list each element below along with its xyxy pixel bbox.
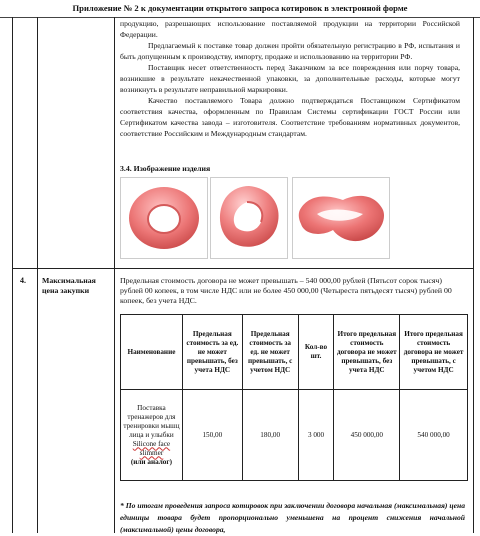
paragraph: продукцию, разрешающих использование поставляемой продукции на территории Российской Федерации. <box>120 19 460 39</box>
max-price-text: Предельная стоимость договора не может превышать – 540 000,00 рублей (Пятьсот сорок тысяч) рублей 00 копеек, в том числе НДС или не более 450 000,00 (Четыреста пятьдесят тысяч) рублей 00 копеек, без учета НДС. <box>120 276 452 305</box>
silicone-ring-side-image <box>292 177 390 259</box>
page-header: Приложение № 2 к документации открытого запроса котировок в электронной форме <box>0 0 480 18</box>
quantity-cell: 3 000 <box>298 390 334 481</box>
column-header: Наименование <box>121 315 183 390</box>
images-title: 3.4. Изображение изделия <box>120 164 211 173</box>
product-brand: Silicone face slimmer <box>132 439 171 457</box>
silicone-ring-twisted-image <box>210 177 288 259</box>
product-analog-note: (или аналог) <box>130 457 173 466</box>
product-name-cell <box>121 390 183 481</box>
grid-line <box>12 17 13 533</box>
table-header-row <box>121 315 468 390</box>
grid-line <box>37 17 38 533</box>
row-divider <box>12 268 474 269</box>
price-table <box>120 314 468 481</box>
price-no-vat-cell: 150,00 <box>182 390 242 481</box>
total-vat-cell: 540 000,00 <box>400 390 468 481</box>
column-header: Предельная стоимость за ед. не может превышать, без учета НДС <box>182 315 242 390</box>
section-label: Максимальная цена закупки <box>42 276 96 295</box>
price-vat-cell: 180,00 <box>242 390 298 481</box>
section-number: 4. <box>20 276 26 285</box>
column-header: Итого предельная стоимость договора не может превышать, с учетом НДС <box>400 315 468 390</box>
grid-line <box>114 17 115 533</box>
paragraph: Предлагаемый к поставке товар должен пройти обязательную регистрацию в РФ, испытания и быть допущенным к производству, импорту, продаже и использованию на территории РФ. <box>120 41 460 61</box>
paragraph: Качество поставляемого Товара должно подтверждаться Поставщиком Сертификатом соответствия качества, оформленным по Правилам Системы сертификации ГОСТ России или Сертификатом качества завода – изготовителя. Соответствие требованиям нормативных документов, соответствие Российским и Международным стандартам. <box>120 96 460 138</box>
silicone-ring-front-image <box>120 177 208 259</box>
section-3-text <box>120 18 460 139</box>
grid-line <box>473 17 474 533</box>
column-header: Итого предельная стоимость договора не может превышать, без учета НДС <box>334 315 400 390</box>
column-header: Кол-во шт. <box>298 315 334 390</box>
column-header: Предельная стоимость за ед. не может превышать, с учетом НДС <box>242 315 298 390</box>
product-name: Поставка тренажеров для тренировки мышц лица и улыбки <box>123 403 180 439</box>
table-row <box>121 390 468 481</box>
footnote: * По итогам проведения запроса котировок при заключении договора начальная (максимальная) цена единицы товара будет пропорционально уменьшена на процент снижения начальной (максимальной) цены договора, <box>120 501 465 534</box>
paragraph: Поставщик несет ответственность перед Заказчиком за все повреждения или порчу товара, возникшие в результате некачественной упаковки, за дополнительные расходы, которые могут возникнуть в результате неправильной маркировки. <box>120 63 460 94</box>
total-no-vat-cell: 450 000,00 <box>334 390 400 481</box>
